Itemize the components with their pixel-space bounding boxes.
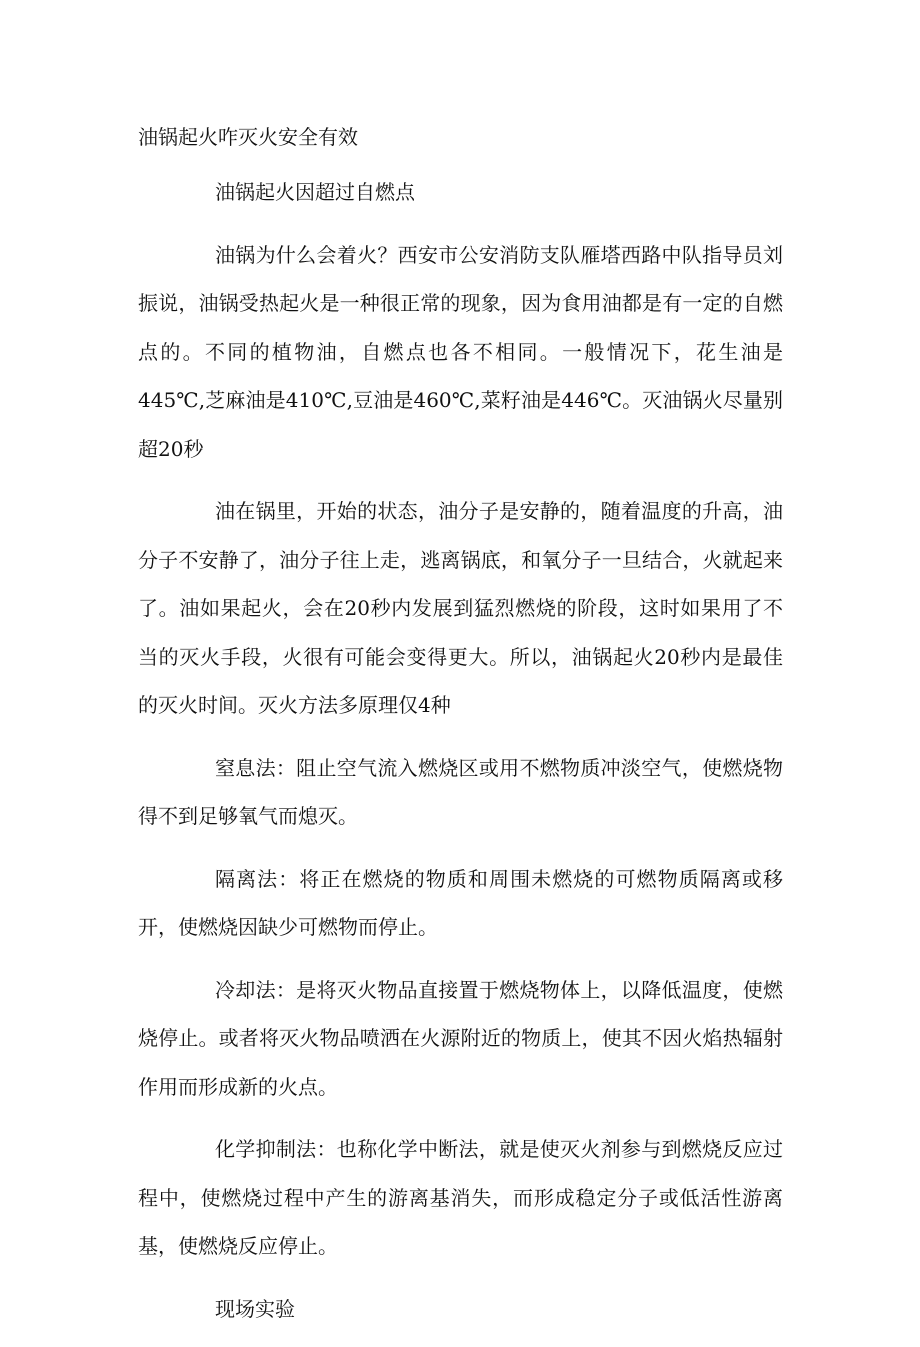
section-heading-experiment: 现场实验: [215, 1296, 295, 1321]
paragraph-why-fire: 油锅为什么会着火？西安市公安消防支队雁塔西路中队指导员刘振说，油锅受热起火是一种很正常的现象，因为食用油都是有一定的自燃点的。不同的植物油，自燃点也各不相同。一般情况下，花生油是445℃,芝麻油是410℃,豆油是460℃,菜籽油是446℃。灭油锅火尽量别超20秒: [138, 242, 783, 461]
document-title: 油锅起火咋灭火安全有效: [138, 125, 358, 149]
paragraph-chemical-method: 化学抑制法：也称化学中断法，就是使灭火剂参与到燃烧反应过程中，使燃烧过程中产生的游离基消失，而形成稳定分子或低活性游离基，使燃烧反应停止。: [138, 1137, 783, 1258]
document-body: [138, 168, 783, 1347]
paragraph-oil-molecules: 油在锅里，开始的状态，油分子是安静的，随着温度的升高，油分子不安静了，油分子往上走，逃离锅底，和氧分子一旦结合，火就起来了。油如果起火，会在20秒内发展到猛烈燃烧的阶段，这时如果用了不当的灭火手段，火很有可能会变得更大。所以，油锅起火20秒内是最佳的灭火时间。灭火方法多原理仅4种: [138, 499, 783, 717]
paragraph-isolation-method: 隔离法：将正在燃烧的物质和周围未燃烧的可燃物质隔离或移开，使燃烧因缺少可燃物而停止。: [138, 866, 783, 939]
section-heading-autoignition: 油锅起火因超过自燃点: [215, 180, 415, 204]
paragraph-cooling-method: 冷却法：是将灭火物品直接置于燃烧物体上，以降低温度，使燃烧停止。或者将灭火物品喷洒在火源附近的物质上，使其不因火焰热辐射作用而形成新的火点。: [138, 977, 783, 1099]
paragraph-smothering-method: 窒息法：阻止空气流入燃烧区或用不燃物质冲淡空气，使燃烧物得不到足够氧气而熄灭。: [138, 755, 783, 828]
